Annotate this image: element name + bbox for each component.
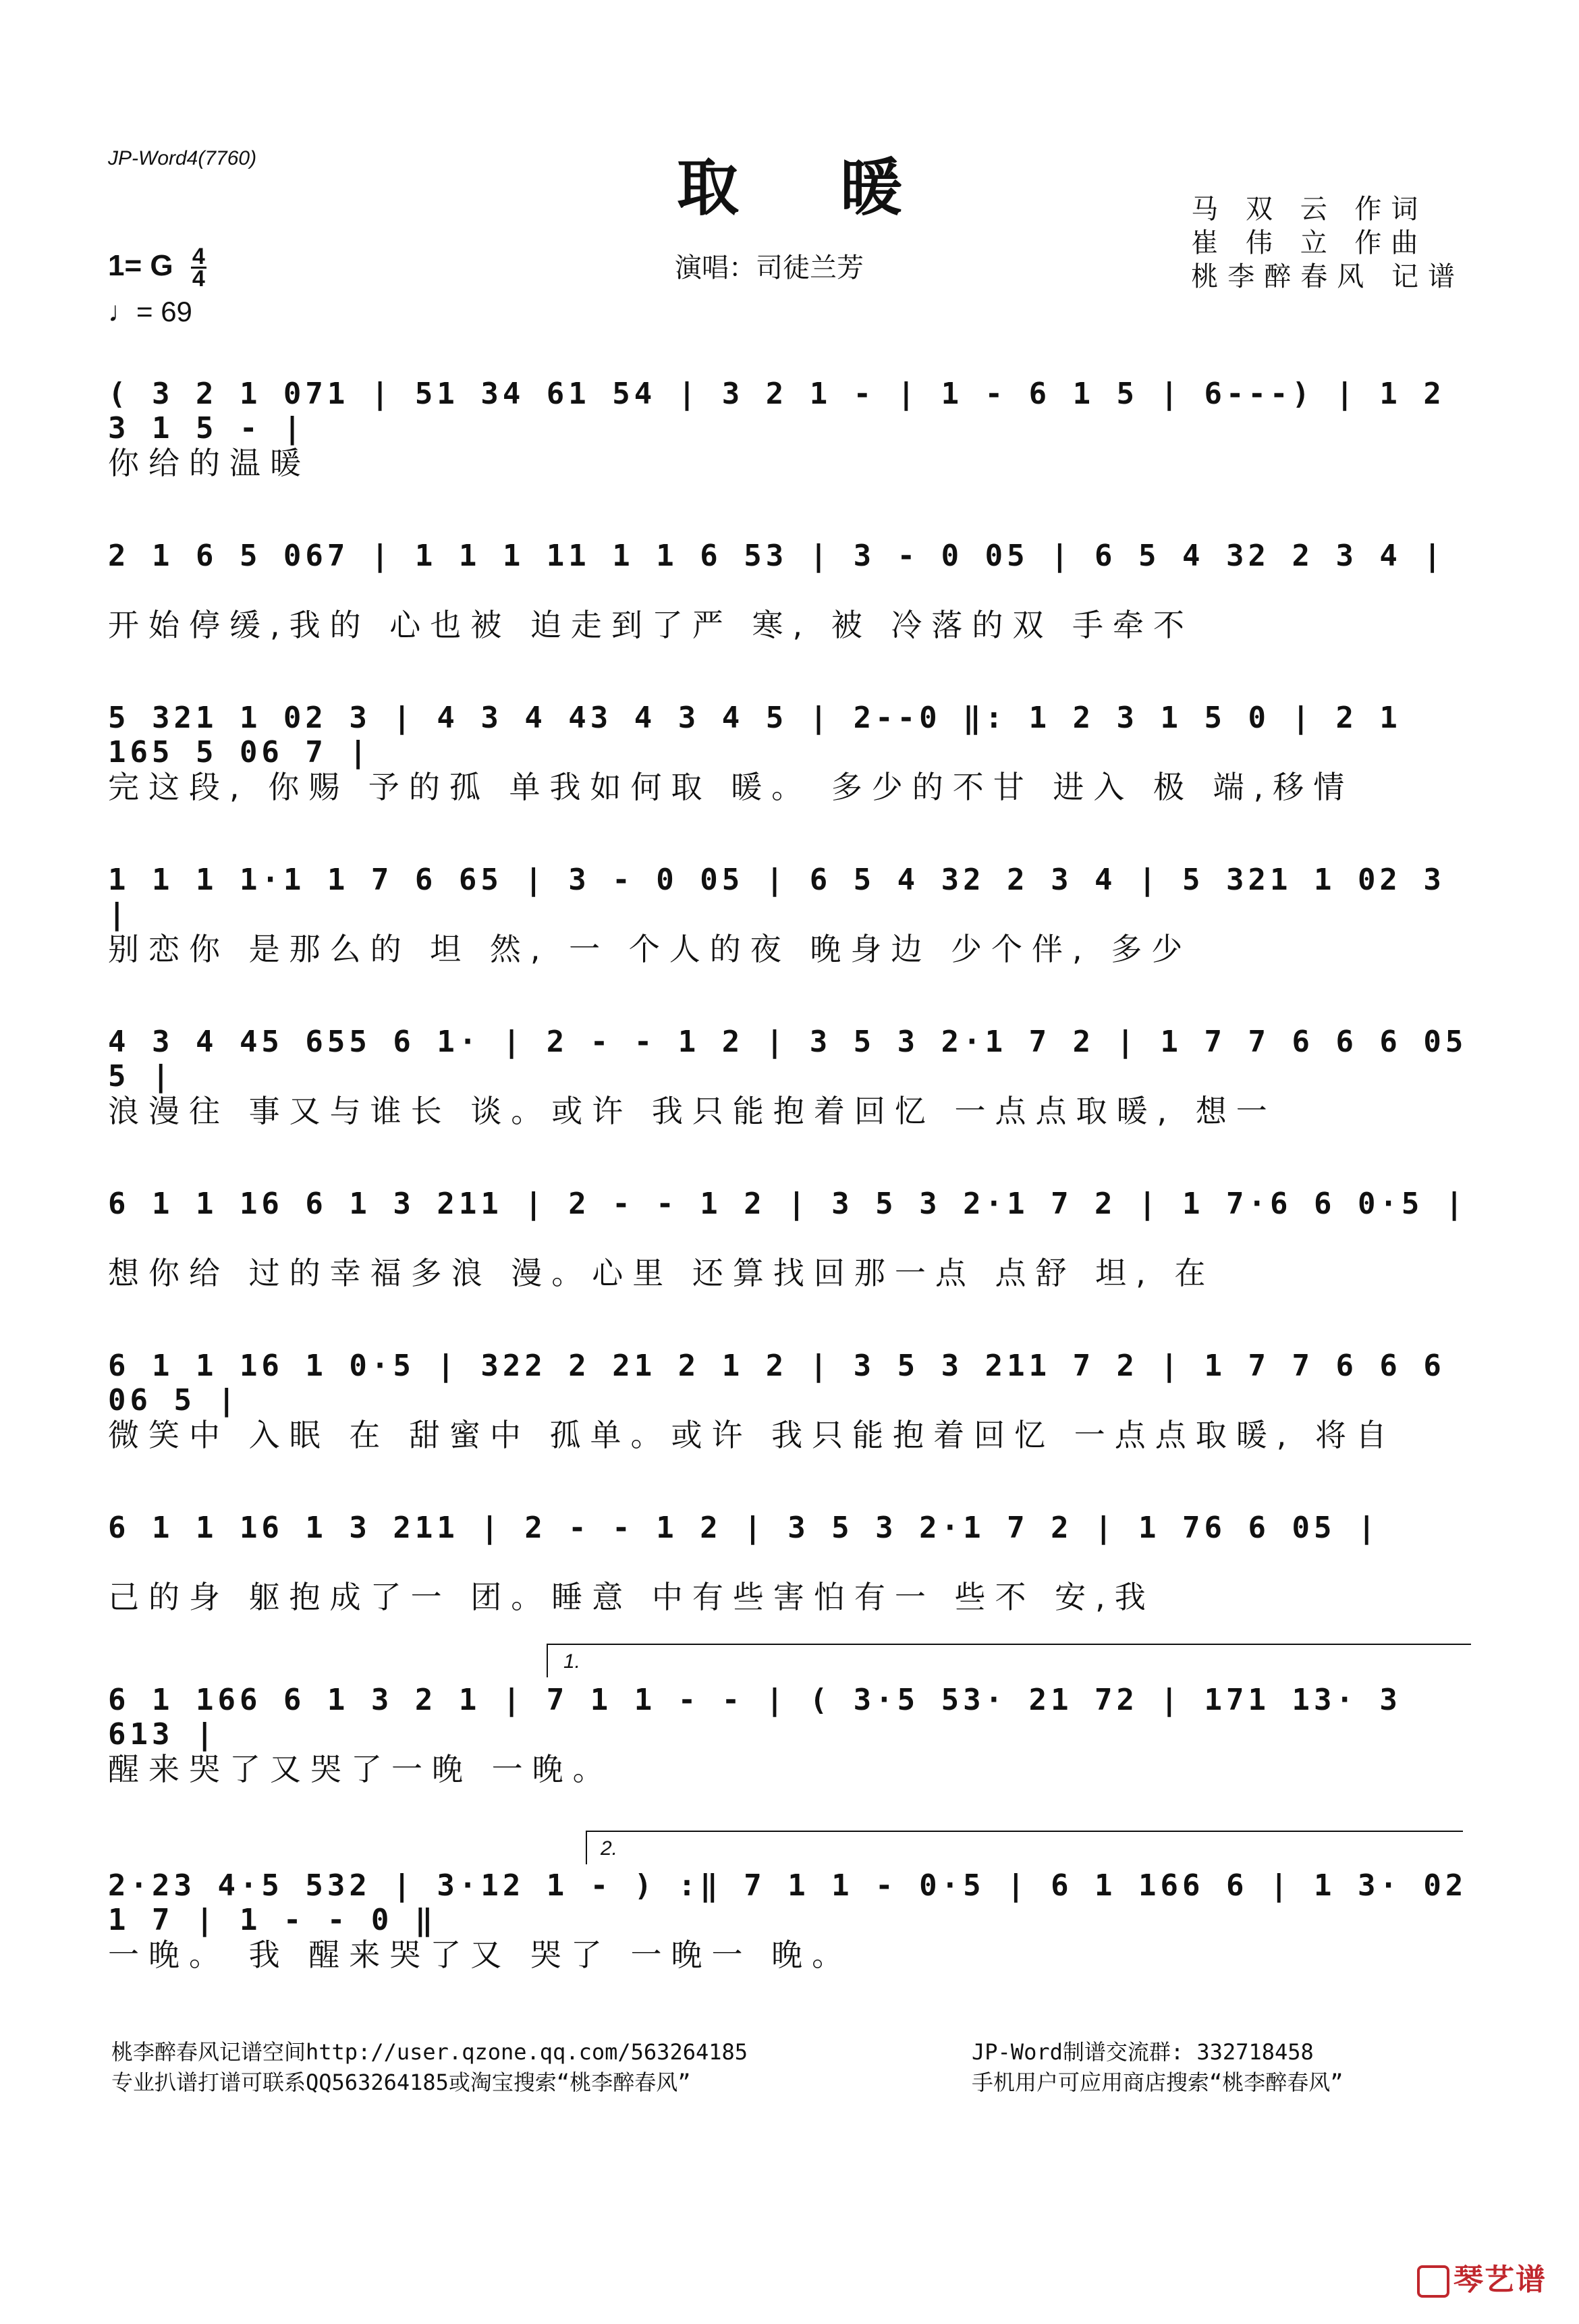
- notes-line: ( 3 2 1 071 | 51 34 61 54 | 3 2 1 - | 1 - 6 1 5 | 6---) | 1 2 3 1 5 - |: [108, 377, 1445, 445]
- lyrics-line: 己的身 躯抱成了一 团。睡意 中有些害怕有一 些不 安,我: [108, 1579, 1155, 1615]
- song-title: 取暖: [676, 152, 1003, 224]
- footer-left-line2: 专业扒谱打谱可联系QQ563264185或淘宝搜索“桃李醉春风”: [111, 2070, 691, 2095]
- notes-line: 1 1 1 1·1 1 7 6 65 | 3 - 0 05 | 6 5 4 32 2 3 4 | 5 321 1 02 3 |: [108, 863, 1445, 931]
- lyrics-line: 想你给 过的幸福多浪 漫。心里 还算找回那一点 点舒 坦, 在: [108, 1255, 1215, 1291]
- lyrics-line: 别恋你 是那么的 坦 然, 一 个人的夜 晚身边 少个伴, 多少: [108, 931, 1192, 967]
- footer-right-line2: 手机用户可应用商店搜索“桃李醉春风”: [972, 2070, 1343, 2095]
- notes-line: 2 1 6 5 067 | 1 1 1 11 1 1 6 53 | 3 - 0 05 | 6 5 4 32 2 3 4 |: [108, 539, 1445, 573]
- lyrics-line: 浪漫往 事又与谁长 谈。或许 我只能抱着回忆 一点点取暖, 想一: [108, 1093, 1277, 1129]
- lyrics-line: 微笑中 入眠 在 甜蜜中 孤单。或许 我只能抱着回忆 一点点取暖, 将自: [108, 1417, 1396, 1453]
- footer-right-line1: JP-Word制谱交流群: 332718458: [972, 2039, 1314, 2065]
- singer-credit: 演唱：司徒兰芳: [675, 252, 864, 283]
- logo-mark-icon: [1417, 2265, 1449, 2298]
- watermark-logo: [1417, 2255, 1547, 2298]
- credits-block: [1191, 192, 1464, 294]
- key-label: 1= G: [108, 249, 173, 283]
- first-ending-bracket: [547, 1644, 1471, 1645]
- tempo-marking: ♩= 69: [108, 296, 192, 327]
- time-numerator: 4: [192, 244, 205, 269]
- time-signature: [191, 244, 206, 292]
- lyrics-line: 一晚。 我 醒来哭了又 哭了 一晚一 晚。: [108, 1937, 853, 1973]
- second-ending-vert: [586, 1831, 587, 1864]
- lyricist-credit: 马 双 云 作词: [1191, 194, 1428, 225]
- time-denominator: 4: [192, 266, 205, 292]
- lyrics-line: 完这段, 你赐 予的孤 单我如何取 暖。 多少的不甘 进入 极 端,移情: [108, 769, 1354, 805]
- notes-line: 4 3 4 45 655 6 1· | 2 - - 1 2 | 3 5 3 2·1 7 2 | 1 7 7 6 6 6 05 5 |: [108, 1025, 1468, 1093]
- lyrics-line: 醒来哭了又哭了一晚 一晚。: [108, 1751, 613, 1787]
- notes-line: 5 321 1 02 3 | 4 3 4 43 4 3 4 5 | 2--0 ‖: 1 2 3 1 5 0 | 2 1 165 5 06 7 |: [108, 701, 1402, 769]
- footer-left-line1: 桃李醉春风记谱空间http://user.qzone.qq.com/563264185: [111, 2039, 748, 2065]
- lyrics-line: 你给的温暖: [108, 445, 310, 481]
- first-ending-label: 1.: [563, 1650, 581, 1673]
- second-ending-bracket: [586, 1831, 1463, 1832]
- watermark-text: 琴艺谱: [1453, 2263, 1547, 2297]
- lyrics-line: 开始停缓,我的 心也被 迫走到了严 寒, 被 冷落的双 手牵不: [108, 607, 1194, 643]
- composer-credit: 崔 伟 立 作曲: [1191, 227, 1428, 259]
- transcriber-credit: 桃李醉春风 记谱: [1191, 261, 1464, 292]
- second-ending-label: 2.: [601, 1837, 618, 1860]
- notes-line: 6 1 1 16 1 3 211 | 2 - - 1 2 | 3 5 3 2·1 7 2 | 1 76 6 05 |: [108, 1511, 1380, 1545]
- notes-line: 2·23 4·5 532 | 3·12 1 - ) :‖ 7 1 1 - 0·5 | 6 1 166 6 | 1 3· 02 1 7 | 1 - - 0 ‖: [108, 1868, 1468, 1937]
- notes-line: 6 1 1 16 1 0·5 | 322 2 21 2 1 2 | 3 5 3 211 7 2 | 1 7 7 6 6 6 06 5 |: [108, 1349, 1445, 1417]
- key-signature: [108, 244, 206, 292]
- notes-line: 6 1 1 16 6 1 3 211 | 2 - - 1 2 | 3 5 3 2·1 7 2 | 1 7·6 6 0·5 |: [108, 1187, 1468, 1221]
- software-label: JP-Word4(7760): [108, 147, 257, 169]
- notes-line: 6 1 166 6 1 3 2 1 | 7 1 1 - - | ( 3·5 53· 21 72 | 171 13· 3 613 |: [108, 1683, 1402, 1752]
- first-ending-vert: [547, 1644, 548, 1677]
